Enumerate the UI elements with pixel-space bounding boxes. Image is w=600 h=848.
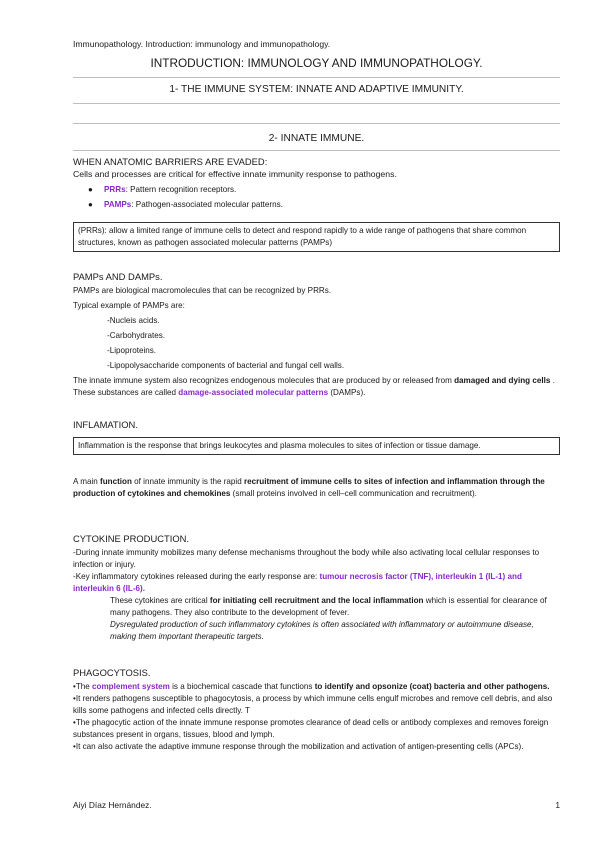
footer-author: Aiyi Díaz Hernández. bbox=[73, 800, 152, 810]
page-number: 1 bbox=[555, 800, 560, 810]
list-item: -Nucleis acids. bbox=[107, 316, 160, 325]
bullet-icon: ● bbox=[88, 185, 93, 194]
inflammation-heading: INFLAMATION. bbox=[73, 419, 138, 430]
divider bbox=[73, 150, 560, 151]
bullet-prrs: ● PRRs: Pattern recognition receptors. bbox=[88, 185, 237, 194]
list-item: -Lipopolysaccharide components of bacterial and fungal cell walls. bbox=[107, 361, 345, 370]
list-item: -Carbohydrates. bbox=[107, 331, 166, 340]
running-head: Immunopathology. Introduction: immunology and immunopathology. bbox=[73, 39, 331, 49]
divider bbox=[73, 103, 560, 104]
term-damps: damage-associated molecular patterns bbox=[178, 388, 329, 397]
pamps-heading: PAMPs AND DAMPs. bbox=[73, 271, 163, 282]
section-1-title: 1- THE IMMUNE SYSTEM: INNATE AND ADAPTIVE IMMUNITY. bbox=[169, 84, 464, 95]
bullet-pamps: ● PAMPs: Pathogen-associated molecular patterns. bbox=[88, 200, 283, 209]
term-cytokines: tumour necrosis factor (TNF), interleukin 1 (IL-1) and interleukin 6 (IL-6). bbox=[73, 572, 522, 593]
barriers-lead: Cells and processes are critical for effective innate immunity response to pathogens. bbox=[73, 169, 397, 179]
page-title: INTRODUCTION: IMMUNOLOGY AND IMMUNOPATHOLOGY. bbox=[150, 56, 483, 70]
phagocytosis-section: PHAGOCYTOSIS. •The complement system is a biochemical cascade that functions to identify and opsonize (coat) bacteria and other pathogens. •It renders pathogens susceptible to phagocytosis, a process by which immune cells engulf microbes and remove cell debris, and also kills some pathogens and infected cells directly. T •The phagocytic action of the innate immune response promotes clearance of dead cells or antibody complexes and removes foreign substances present in organs, tissues, blood and lymph. •It can also activate the adaptive immune response through the mobilization and activation of antigen-presenting cells (APCs). bbox=[73, 666, 560, 753]
term-pamps: PAMPs bbox=[104, 200, 132, 209]
list-item: -Lipoproteins. bbox=[107, 346, 157, 355]
inflammation-heading-block bbox=[73, 418, 560, 431]
barriers-section bbox=[73, 155, 560, 211]
bullet-icon: ● bbox=[88, 200, 93, 209]
section-2-title: 2- INNATE IMMUNE. bbox=[268, 133, 365, 144]
inflammation-definition-box: Inflammation is the response that brings leukocytes and plasma molecules to sites of infection or tissue damage. bbox=[73, 437, 560, 455]
divider bbox=[73, 77, 560, 78]
pamps-section: PAMPs AND DAMPs. PAMPs are biological macromolecules that can be recognized by PRRs. Typical example of PAMPs are: -Nucleis acids. -Carbohydrates. -Lipoproteins. -Lipopolysaccharide components of bacterial and fungal cell walls. The innate immune system also recognizes endogenous molecules that are produced by or released from damaged and dying cells . These substances are called damage-associated molecular patterns (DAMPs). bbox=[73, 270, 560, 399]
cytokine-section: CYTOKINE PRODUCTION. -During innate immunity mobilizes many defense mechanisms throughout the body while also activating local cellular responses to infection or injury. -Key inflammatory cytokines released during the early response are: tumour necrosis factor (TNF), interleukin 1 (IL-1) and interleukin 6 (IL-6). These cytokines are critical for initiating cell recruitment and the local inflammation which is essential for clearance of many pathogens. They also contribute to the development of fever. Dysregulated production of such inflammatory cytokines is often associated with inflammatory or autoimmune disease, making them important therapeutic targets. bbox=[73, 532, 560, 643]
term-prrs: PRRs bbox=[104, 185, 126, 194]
term-complement-system: complement system bbox=[92, 682, 170, 691]
inflammation-paragraph: A main function of innate immunity is the rapid recruitment of immune cells to sites of infection and inflammation through the production of cytokines and chemokines (small proteins involved in cell–cell communication and recruitment). bbox=[73, 477, 545, 498]
damps-paragraph: The innate immune system also recognizes endogenous molecules that are produced by or released from damaged and dying cells . These substances are called damage-associated molecular patterns (DAMPs). bbox=[73, 376, 555, 397]
phagocytosis-heading: PHAGOCYTOSIS. bbox=[73, 667, 151, 678]
divider bbox=[73, 123, 560, 124]
cytokine-heading: CYTOKINE PRODUCTION. bbox=[73, 533, 189, 544]
prrs-definition-box: (PRRs): allow a limited range of immune cells to detect and respond rapidly to a wide range of pathogens that share common structures, known as pathogen associated molecular patterns (PAMPs) bbox=[73, 222, 560, 252]
barriers-heading: WHEN ANATOMIC BARRIERS ARE EVADED: bbox=[73, 156, 268, 167]
